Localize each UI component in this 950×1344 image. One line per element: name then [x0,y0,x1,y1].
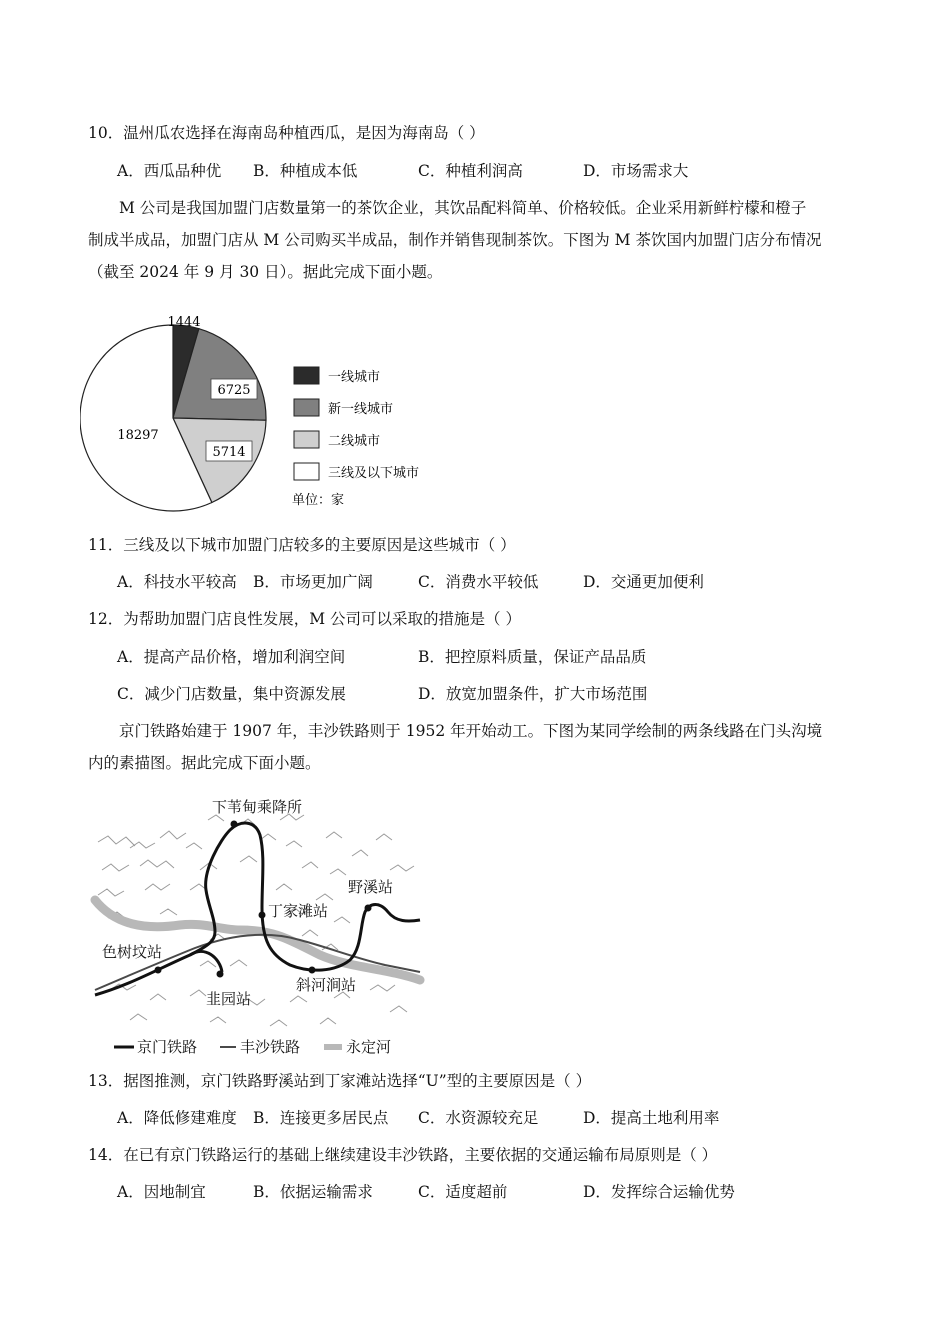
question-12-option-c: C．减少门店数量，集中资源发展 [117,685,346,703]
map-legend [114,1038,391,1056]
question-12-stem: 12．为帮助加盟门店良性发展，M 公司可以采取的措施是（ ） [88,610,521,628]
station-label-kuiyuan: 韭园站 [206,990,252,1008]
station-label-yexi: 野溪站 [348,878,394,896]
value-label-5714: 5714 [212,445,246,460]
pie-slices [80,325,266,511]
question-14-option-c: C．适度超前 [418,1183,508,1201]
material-2-line-2: 内的素描图。据此完成下面小题。 [88,754,321,772]
question-13-option-b: B．连接更多居民点 [253,1109,389,1127]
value-label-6725: 6725 [217,383,251,398]
legend-label-jingmen: 京门铁路 [137,1038,198,1056]
question-11-option-c: C．消费水平较低 [418,573,539,591]
material-1-line-3: （截至 2024 年 9 月 30 日）。据此完成下面小题。 [88,263,443,281]
question-10-option-d: D．市场需求大 [583,162,689,180]
question-14-option-a: A．因地制宜 [117,1183,206,1201]
question-11-option-d: D．交通更加便利 [583,573,704,591]
legend-label-tier2: 二线城市 [328,434,381,449]
station-dot-kuiyuan [217,971,224,978]
station-dot-yexi [365,905,372,912]
question-14-stem: 14．在已有京门铁路运行的基础上继续建设丰沙铁路，主要依据的交通运输布局原则是（ ） [88,1146,718,1164]
railway-sketch-map [90,790,430,1060]
pie-legend [292,367,419,508]
legend-swatch-tier2 [294,431,319,448]
legend-label-tier3: 三线及以下城市 [328,466,420,481]
station-label-xiaweidian: 下苇甸乘降所 [212,798,303,816]
station-dot-dingjiatan [259,912,266,919]
mountain-hatching [98,814,414,1026]
legend-label-fengsha: 丰沙铁路 [240,1038,301,1056]
question-13-option-c: C．水资源较充足 [418,1109,539,1127]
question-14-option-d: D．发挥综合运输优势 [583,1183,735,1201]
material-2-paragraph [88,715,866,779]
unit-label: 单位：家 [292,493,345,508]
legend-swatch-tier1 [294,367,319,384]
station-label-sanshufen: 色树坟站 [102,943,163,961]
legend-label-tier1: 一线城市 [328,370,381,385]
question-12-option-b: B．把控原料质量，保证产品品质 [418,648,647,666]
question-10-option-b: B．种植成本低 [253,162,358,180]
station-dot-xiaweidian [231,821,238,828]
legend-swatch-tier3 [294,463,319,480]
question-12-option-a: A．提高产品价格，增加利润空间 [117,648,346,666]
question-11-stem: 11．三线及以下城市加盟门店较多的主要原因是这些城市（ ） [88,536,516,554]
question-10-option-a: A．西瓜品种优 [117,162,222,180]
value-label-1444: 1444 [167,315,201,330]
station-dot-xiehejian [309,967,316,974]
question-13-option-d: D．提高土地利用率 [583,1109,720,1127]
station-label-dingjiatan: 丁家滩站 [268,902,329,920]
station-label-xiehejian: 斜河涧站 [296,976,357,994]
question-12-option-d: D．放宽加盟条件，扩大市场范围 [418,685,648,703]
question-11-option-a: A．科技水平较高 [117,573,237,591]
question-10-stem: 10．温州瓜农选择在海南岛种植西瓜，是因为海南岛（ ） [88,124,485,142]
yongding-river [95,900,420,980]
question-11-option-b: B．市场更加广阔 [253,573,373,591]
question-13-stem: 13．据图推测，京门铁路野溪站到丁家滩站选择“U”型的主要原因是（ ） [88,1072,592,1090]
question-14-option-b: B．依据运输需求 [253,1183,373,1201]
material-1-line-2: 制成半成品，加盟门店从 M 公司购买半成品，制作并销售现制茶饮。下图为 M 茶饮国内加盟门店分布情况 [88,231,822,249]
legend-label-new-tier1: 新一线城市 [328,402,394,417]
question-10-option-c: C．种植利润高 [418,162,523,180]
material-1-line-1: M 公司是我国加盟门店数量第一的茶饮企业，其饮品配料简单、价格较低。企业采用新鲜柠檬和橙子 [119,199,807,217]
legend-swatch-new-tier1 [294,399,319,416]
legend-label-yongding: 永定河 [346,1038,392,1056]
question-13-option-a: A．降低修建难度 [117,1109,237,1127]
pie-chart [80,305,460,520]
station-dot-sanshufen [155,967,162,974]
material-2-line-1: 京门铁路始建于 1907 年，丰沙铁路则于 1952 年开始动工。下图为某同学绘制的两条线路在门头沟境 [119,722,823,740]
value-label-18297: 18297 [117,428,159,443]
material-1-paragraph [88,192,866,288]
